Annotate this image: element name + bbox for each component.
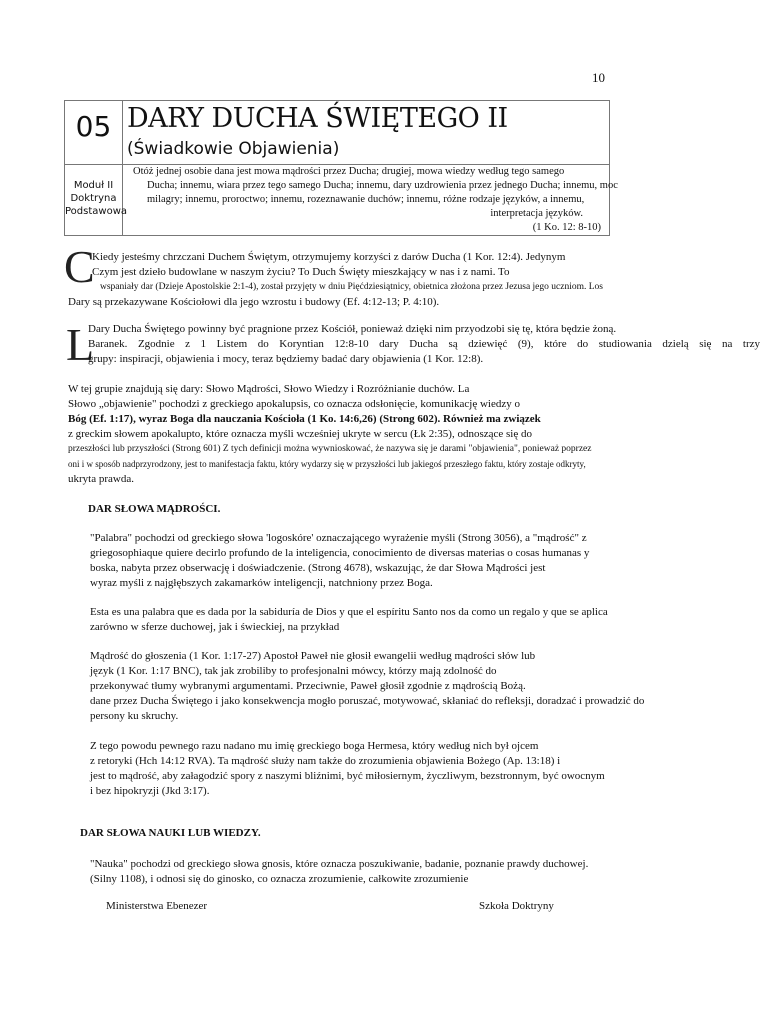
bullet-icon [68, 827, 78, 839]
text-line: W tej grupie znajdują się dary: Słowo Mądrości, Słowo Wiedzy i Rozróżnianie duchów. La [68, 383, 470, 395]
text-line: Mądrość do głoszenia (1 Kor. 1:17-27) Apostoł Paweł nie głosił ewangelii według mądrości słów lub [90, 650, 536, 662]
text-line: dane przez Ducha Świętego i jako konsekwencja mogło poruszać, motywować, skłaniać do refleksji, doradzać i prowadzić do [90, 695, 645, 707]
module-line: Moduł II [73, 180, 114, 191]
text-line: Czym jest dzieło budowlane w naszym życiu? To Duch Święty mieszkający w nas i z nami. To [92, 266, 510, 278]
module-line: Podstawowa [65, 206, 128, 217]
wisdom-paragraph-1 [90, 531, 630, 591]
verse-line: Otóż jednej osobie dana jest mowa mądrości przez Ducha; drugiej, mowa wiedzy według tego samego [133, 166, 565, 177]
bullet-icon [68, 503, 78, 515]
text-line: wyraz myśli z najgłębszych zakamarków inteligencji, natchniony przez Boga. [90, 577, 433, 589]
lesson-number: 05 [65, 101, 123, 165]
text-line: oni i w sposób nadprzyrodzony, jest to manifestacja faktu, który wydarzy się w przyszłości lub jakiegoś przeszłego faktu, który zostaje odkryty, [68, 459, 586, 469]
text-line: Dary są przekazywane Kościołowi dla jego wzrostu i budowy (Ef. 4:12-13; P. 4:10). [68, 296, 440, 308]
knowledge-paragraph-1 [90, 857, 630, 887]
text-line: z greckim słowem apokalupto, które oznacza myśli wcześniej ukryte w sercu (Łk 2:35), odnoszące się do [68, 428, 532, 440]
wisdom-paragraph-3 [90, 649, 645, 724]
lesson-subtitle: (Świadkowie Objawienia) [127, 139, 340, 159]
gifts-paragraph [88, 322, 760, 367]
footer-left: Ministerstwa Ebenezer [106, 900, 208, 912]
text-line: "Palabra" pochodzi od greckiego słowa 'logoskóre' oznaczającego wyrażenie myśli (Strong 3056), a "mądrość" z [90, 532, 587, 544]
wisdom-paragraph-4 [90, 739, 630, 799]
text-line: Dary Ducha Świętego powinny być pragnione przez Kościół, ponieważ dzięki nim przyodzobi się tę, która będzie żoną. [88, 323, 617, 335]
text-line: (Silny 1108), i odnosi się do ginosko, co oznacza zrozumienie, całkowite zrozumienie [90, 873, 469, 885]
intro-paragraph [68, 250, 718, 310]
module-line: Doktryna [70, 193, 117, 204]
page-number: 10 [592, 70, 605, 85]
heading-text: DAR SŁOWA NAUKI LUB WIEDZY. [80, 827, 261, 839]
text-line: grupy: inspiracji, objawienia i mocy, teraz będziemy badać dary objawienia (1 Kor. 12:8). [88, 353, 484, 365]
text-line: ukryta prawda. [68, 473, 134, 485]
drop-cap: L [66, 319, 95, 370]
lesson-header-table [64, 100, 618, 236]
text-line: i bez hipokryzji (Jkd 3:17). [90, 785, 210, 797]
text-line: "Nauka" pochodzi od greckiego słowa gnosis, które oznacza poszukiwanie, badanie, poznanie prawdy duchowej. [90, 858, 589, 870]
verse-reference: (1 Ko. 12: 8-10) [532, 222, 601, 233]
section-heading-knowledge [68, 827, 261, 839]
heading-text: DAR SŁOWA MĄDROŚCI. [88, 503, 221, 515]
text-line: Baranek. Zgodnie z 1 Listem do Koryntian 12:8-10 dary Ducha są dziewięć (9), które do studiowania dzielą się na trzy [88, 338, 760, 350]
drop-cap: C [64, 241, 95, 292]
text-line: przekonywać tłumy wybranymi argumentami. Przeciwnie, Paweł głosił zgodnie z mądrością Bożą. [90, 680, 526, 692]
verse-line: Ducha; innemu, wiara przez tego samego Ducha; innemu, dary uzdrowienia przez jednego Ducha; innemu, moc [147, 180, 618, 191]
lesson-title: DARY DUCHA ŚWIĘTEGO II [127, 103, 508, 134]
wisdom-paragraph-2 [90, 605, 630, 635]
text-line: boska, nabyta przez obserwację i doświadczenie. (Strong 4678), wskazując, że dar Słowa Mądrości jest [90, 562, 546, 574]
text-line: persony ku skruchy. [90, 710, 179, 722]
verse-line: milagry; innemu, proroctwo; innemu, rozeznawanie duchów; innemu, różne rodzaje języków, a innemu, [147, 194, 585, 205]
text-line: Z tego powodu pewnego razu nadano mu imię greckiego boga Hermesa, który według nich był ojcem [90, 740, 539, 752]
text-line: język (1 Kor. 1:17 BNC), tak jak zrobiliby to profesjonalni mówcy, którzy mają zdolność do [90, 665, 497, 677]
text-line: jest to mądrość, aby załagodzić spory z naszymi bliźnimi, być miłosiernym, życzliwym, bezstronnym, być owocnym [90, 770, 605, 782]
text-line: Słowo „objawienie" pochodzi z greckiego apokalupsis, co oznacza odsłonięcie, komunikację wiedzy o [68, 398, 520, 410]
text-line: przeszłości lub przyszłości (Strong 601) Z tych definicji można wywnioskować, że nazywa się je darami "objawienia", ponieważ poprzez [68, 444, 592, 454]
text-line: Esta es una palabra que es dada por la sabiduría de Dios y que el espíritu Santo nos da como un regalo y que se aplica [90, 606, 608, 618]
text-line: Bóg (Ef. 1:17), wyraz Boga dla nauczania Kościoła (1 Ko. 14:6,26) (Strong 602). Również ma związek [68, 413, 541, 425]
module-label [65, 165, 128, 235]
text-line: Kiedy jesteśmy chrzczani Duchem Świętym, otrzymujemy korzyści z darów Ducha (1 Kor. 12:4). Jedynym [92, 251, 566, 263]
section-heading-wisdom [68, 503, 220, 515]
verse-line: interpretacja języków. [490, 208, 583, 219]
key-verse [129, 165, 618, 235]
text-line: wspaniały dar (Dzieje Apostolskie 2:1-4), został przyjęty w dniu Pięćdziesiątnicy, obietnica złożona przez Jezusa jego uczniom. Los [100, 282, 603, 292]
text-line: griegosophiaque quiere decirlo profundo de la inteligencia, conocimiento de diversas materias o cosas humanas y [90, 547, 590, 559]
text-line: z retoryki (Hch 14:12 RVA). Ta mądrość służy nam także do zrozumienia objawienia Bożego (Ap. 13:18) i [90, 755, 561, 767]
footer-right: Szkoła Doktryny [479, 900, 554, 912]
text-line: zarówno w sferze duchowej, jak i świeckiej, na przykład [90, 621, 340, 633]
revelation-paragraph [68, 382, 628, 487]
